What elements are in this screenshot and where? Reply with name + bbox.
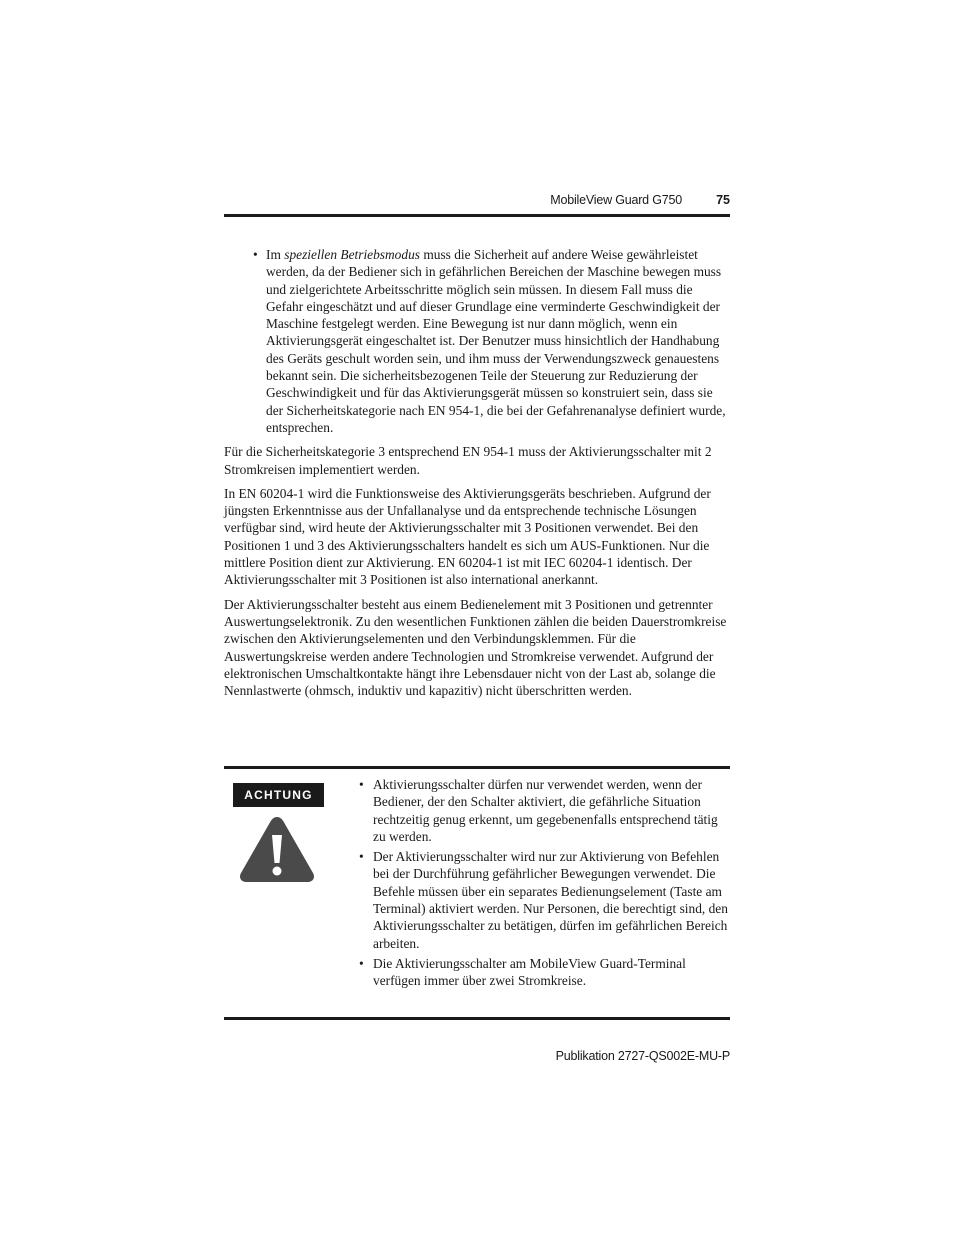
list-item: • Die Aktivierungsschalter am MobileView Guard-Terminal verfügen immer über zwei Stromkreise. xyxy=(357,955,729,990)
list-item: • Der Aktivierungsschalter wird nur zur Aktivierung von Befehlen bei der Durchführung gefährlicher Bewegungen verwendet. Die Befehle müssen über ein separates Bedienungselement (Taste am Terminal) aktiviert werden. Nur Personen, die berechtigt sind, den Aktivierungsschalter zu betätigen, dürfen im gefährlichen Bereich arbeiten. xyxy=(357,848,729,952)
running-title: MobileView Guard G750 xyxy=(550,193,682,207)
bullet-prefix: Im xyxy=(266,247,285,262)
paragraph-en60204: In EN 60204-1 wird die Funktionsweise des Aktivierungsgeräts beschrieben. Aufgrund der jüngsten Erkenntnisse aus der Unfallanalyse und da entsprechende technische Lösungen verfügbar sind, wird heute der Aktivierungsschalter mit 3 Positionen verwendet. Bei den Positionen 1 und 3 des Aktivierungsschalters handelt es sich um AUS-Funktionen. Nur die mittlere Position dient zur Aktivierung. EN 60204-1 ist mit IEC 60204-1 identisch. Der Aktivierungsschalter mit 3 Positionen ist also international anerkannt. xyxy=(224,485,711,588)
page-header xyxy=(224,190,730,214)
attention-rule-top xyxy=(224,766,730,769)
paragraph-safety-category: Für die Sicherheitskategorie 3 entsprechend EN 954-1 muss der Aktivierungsschalter mit 2 Stromkreisen implementiert werden. xyxy=(224,444,712,477)
bullet-emphasis: speziellen Betriebsmodus xyxy=(284,247,420,262)
list-item: • Aktivierungsschalter dürfen nur verwendet werden, wenn der Bediener, der den Schalter aktiviert, die gefährliche Situation rechtzeitig genug erkennt, um gegebenenfalls entsprechend tätig zu werden. xyxy=(357,776,729,845)
attention-text xyxy=(357,776,729,993)
main-text xyxy=(224,246,730,699)
bullet-list xyxy=(224,246,730,436)
header-rule xyxy=(224,214,730,217)
paragraph-switch-design: Der Aktivierungsschalter besteht aus einem Bedienelement mit 3 Positionen und getrennter Auswertungselektronik. Zu den wesentlichen Funktionen zählen die beiden Dauerstromkreise zwischen den Aktivierungselementen und den Verbindungsklemmen. Für die Auswertungskreise werden andere Technologien und Stromkreise verwendet. Aufgrund der elektronischen Umschaltkontakte hängt ihre Lebensdauer nicht von der Last ab, solange die Nennlastwerte (ohmsch, induktiv und kapazitiv) nicht überschritten werden. xyxy=(224,596,727,699)
attention-rule-bottom xyxy=(224,1017,730,1020)
page-number: 75 xyxy=(716,193,730,207)
publication-number: Publikation 2727-QS002E-MU-P xyxy=(555,1049,730,1063)
bullet-text: muss die Sicherheit auf andere Weise gewährleistet werden, da der Bediener sich in gefährlichen Bereichen der Maschine bewegen muss und zielgerichtete Arbeitsschritte möglich sein müssen. In diesem Fall muss die Gefahr eingeschätzt und auf dieser Grundlage eine verminderte Geschwindigkeit der Maschine festgelegt werden. Eine Bewegung ist nur dann möglich, wenn ein Aktivierungsgerät eingeschaltet ist. Der Benutzer muss hinsichtlich der Handhabung des Geräts geschult worden sein, und ihm muss der Verwendungszweck genauestens bekannt sein. Die sicherheitsbezogenen Teile der Steuerung zur Reduzierung der Geschwindigkeit und für das Aktivierungsgerät müssen so konstruiert sein, dass sie der Sicherheitskategorie nach EN 954-1, die bei der Gefahrenanalyse definiert wurde, entsprechen. xyxy=(266,247,726,435)
warning-triangle-icon xyxy=(237,813,317,885)
list-item xyxy=(224,246,730,436)
attention-badge: ACHTUNG xyxy=(233,783,324,807)
attention-list xyxy=(357,776,729,990)
